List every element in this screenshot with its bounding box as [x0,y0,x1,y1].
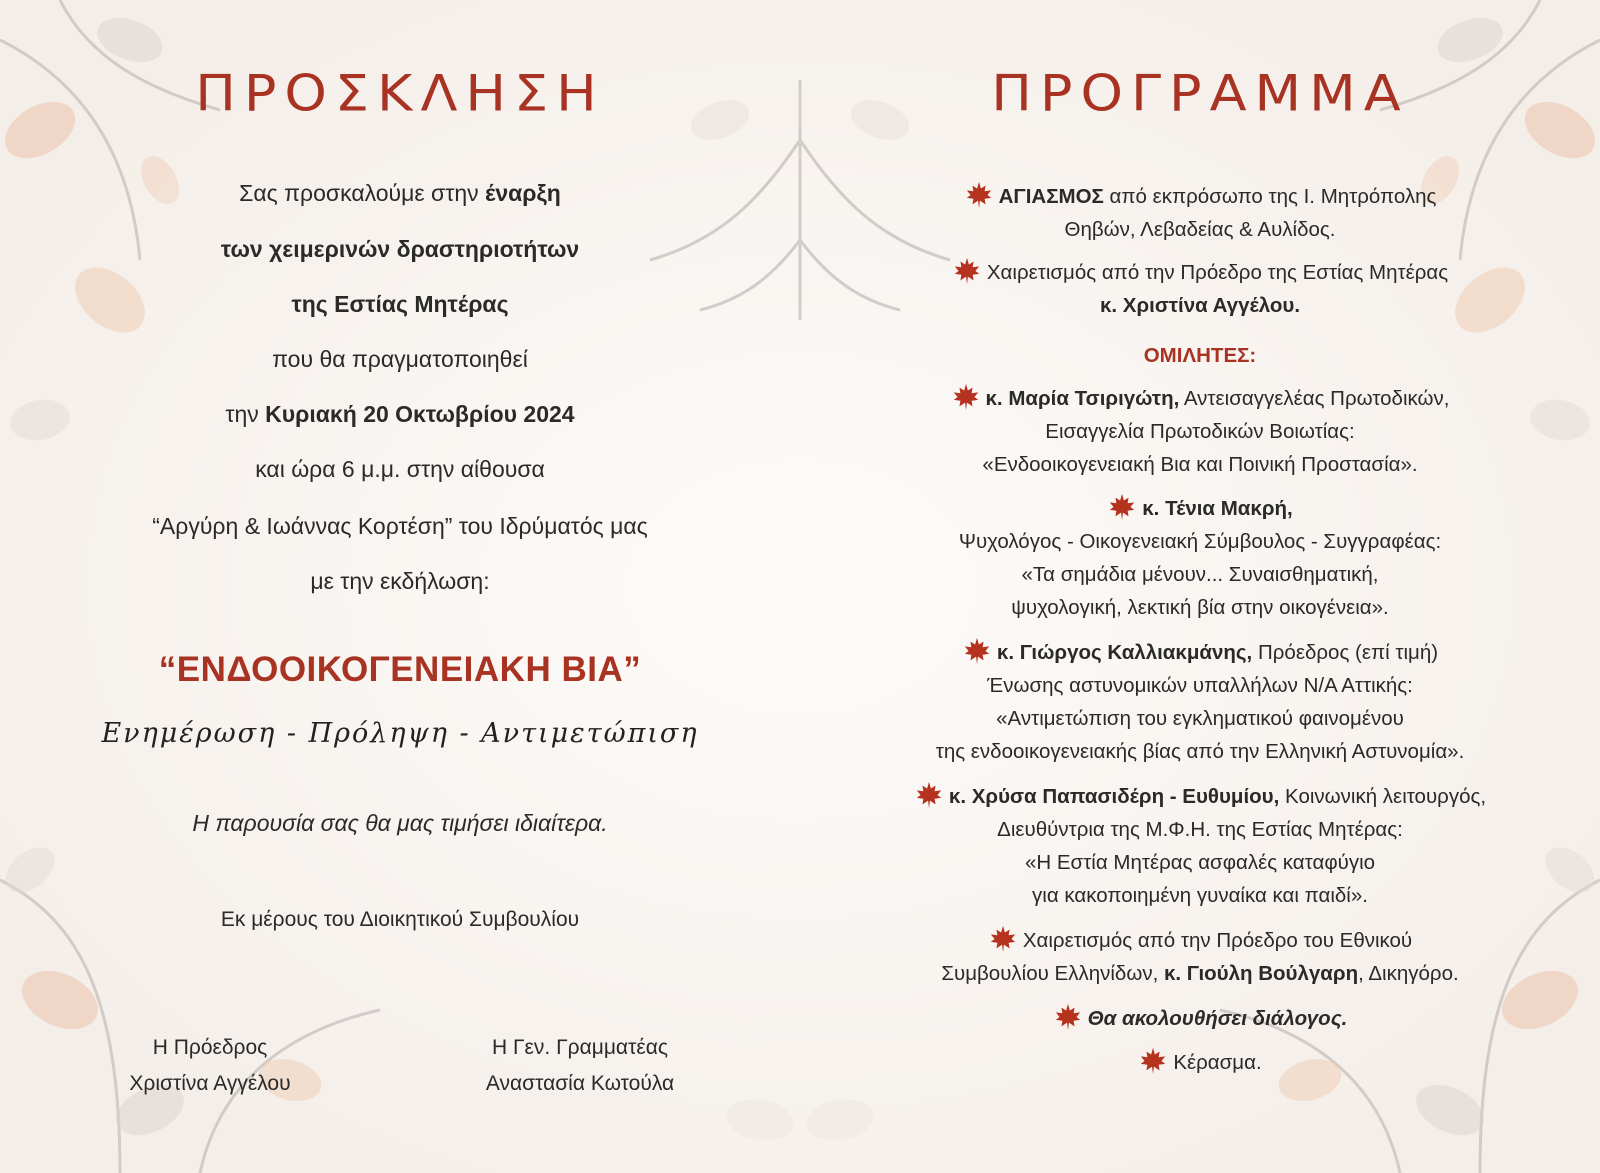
speaker-2-line-1 [800,492,1600,525]
maple-leaf-icon [962,636,992,666]
signature-name: Χριστίνα Αγγέλου [129,1072,291,1095]
greeting-2-text: Χαιρετισμός από την Πρόεδρο του Εθνικού [1022,929,1413,952]
signature-name: Αναστασία Κωτούλα [485,1072,675,1095]
invitation-line-1-bold: έναρξη [485,180,561,206]
program-item-speaker-2 [800,492,1600,624]
invitation-event-intro: με την εκδήλωση: [310,568,490,594]
invitation-date-line [0,401,800,428]
invitation-heading: ΠΡΟΣΚΛΗΣΗ [195,64,605,123]
invitation-line-2-bold: των χειμερινών δραστηριοτήτων [220,236,580,262]
signature-secretary [450,1030,710,1102]
speaker-3-role: Πρόεδρος (επί τιμή) [1252,641,1439,664]
program-panel [800,0,1600,1173]
signature-role: Η Πρόεδρος [152,1036,268,1059]
invitation-date-prefix: την [225,401,266,427]
maple-leaf-icon [964,180,994,210]
invitation-venue-line: “Αργύρη & Ιωάννας Κορτέση” του Ιδρύματός μας [152,513,648,539]
event-title: “ΕΝΔΟΟΙΚΟΓΕΝΕΙΑΚΗ ΒΙΑ” [158,650,642,689]
signature-president [80,1030,340,1102]
invitation-line-1-text: Σας προσκαλούμε στην [239,180,485,206]
speaker-2-name: κ. Τένια Μακρή, [1142,497,1293,520]
invitation-date: Κυριακή 20 Οκτωβρίου 2024 [265,401,575,427]
event-subtitle: Ενημέρωση - Πρόληψη - Αντιμετώπιση [101,718,699,749]
speaker-1-name: κ. Μαρία Τσιριγώτη, [985,387,1180,410]
maple-leaf-icon [1107,492,1137,522]
speaker-3-line-1 [800,636,1600,669]
program-item-dialogue [800,1002,1600,1035]
dialogue-text: Θα ακολουθήσει διάλογος. [1087,1007,1348,1030]
speakers-heading: ΟΜΙΛΗΤΕΣ: [1143,344,1257,367]
program-item-blessing [800,180,1600,246]
speaker-1-line-1 [800,382,1600,415]
invitation-line-4: που θα πραγματοποιηθεί [272,346,528,372]
board-line: Εκ μέρους του Διοικητικού Συμβουλίου [220,908,580,931]
speaker-4-topic-1: «Η Εστία Μητέρας ασφαλές καταφύγιο [1024,851,1376,874]
greeting-1-line-1 [800,256,1600,289]
invitation-line-1 [0,180,800,207]
greeting-1-text: Χαιρετισμός από την Πρόεδρο της Εστίας Μητέρας [986,261,1449,284]
greeting-2-text-a: Συμβουλίου Ελληνίδων, [941,962,1164,985]
maple-leaf-icon [952,256,982,286]
program-item-speaker-3 [800,636,1600,768]
speaker-4-role: Κοινωνική λειτουργός, [1279,785,1487,808]
program-item-speaker-4 [800,780,1600,912]
maple-leaf-icon [1053,1002,1083,1032]
invitation-line-2 [0,236,800,263]
speaker-1-role: Αντεισαγγελέας Πρωτοδικών, [1179,387,1450,410]
speaker-4-line-2: Διευθύντρια της Μ.Φ.Η. της Εστίας Μητέρας: [997,818,1403,841]
blessing-line-2: Θηβών, Λεβαδείας & Αυλίδος. [1064,218,1336,241]
greeting-2-line-1 [800,924,1600,957]
blessing-title: ΑΓΙΑΣΜΟΣ [998,185,1104,208]
greeting-1-name: κ. Χριστίνα Αγγέλου. [1099,294,1301,317]
maple-leaf-icon [951,382,981,412]
maple-leaf-icon [1138,1046,1168,1076]
program-item-greeting-president [800,256,1600,322]
invitation-line-3 [0,291,800,318]
speaker-2-topic-1: «Τα σημάδια μένουν... Συναισθηματική, [1021,563,1379,586]
speaker-4-topic-2: για κακοποιημένη γυναίκα και παιδί». [1032,884,1368,907]
program-heading: ΠΡΟΓΡΑΜΜΑ [991,64,1409,123]
speaker-3-line-2: Ένωσης αστυνομικών υπαλλήλων Ν/Α Αττικής: [987,674,1413,697]
speaker-4-name: κ. Χρύσα Παπασιδέρη - Ευθυμίου, [948,785,1280,808]
invitation-time-line: και ώρα 6 μ.μ. στην αίθουσα [255,456,545,482]
greeting-2-name: κ. Γιούλη Βούλγαρη [1163,962,1359,985]
speaker-3-topic-1: «Αντιμετώπιση του εγκληματικού φαινομένου [996,707,1404,730]
program-item-refreshment [800,1046,1600,1079]
refreshment-text: Κέρασμα. [1173,1051,1262,1074]
speaker-1-line-2: Εισαγγελία Πρωτοδικών Βοιωτίας: [1045,420,1355,443]
program-item-speaker-1 [800,382,1600,481]
program-item-greeting-council [800,924,1600,990]
greeting-2-line-2 [800,957,1600,990]
maple-leaf-icon [988,924,1018,954]
blessing-line-1 [800,180,1600,213]
maple-leaf-icon [914,780,944,810]
speaker-2-topic-2: ψυχολογική, λεκτική βία στην οικογένεια». [1011,596,1389,619]
blessing-text: από εκπρόσωπο της Ι. Μητρόπολης [1103,185,1437,208]
invitation-line-3-bold: της Εστίας Μητέρας [291,291,509,317]
greeting-2-text-b: , Δικηγόρο. [1358,962,1459,985]
speaker-1-topic: «Ενδοοικογενειακή Βια και Ποινική Προστασία». [982,453,1418,476]
speaker-3-name: κ. Γιώργος Καλλιακμάνης, [996,641,1253,664]
speaker-2-role: Ψυχολόγος - Οικογενειακή Σύμβουλος - Συγγραφέας: [958,530,1442,553]
speaker-4-line-1 [800,780,1600,813]
speaker-3-topic-2: της ενδοοικογενειακής βίας από την Ελληνική Αστυνομία». [935,740,1465,763]
greeting-1-line-2 [800,289,1600,322]
honor-line: Η παρουσία σας θα μας τιμήσει ιδιαίτερα. [192,810,608,836]
signature-role: Η Γεν. Γραμματέας [491,1036,668,1059]
